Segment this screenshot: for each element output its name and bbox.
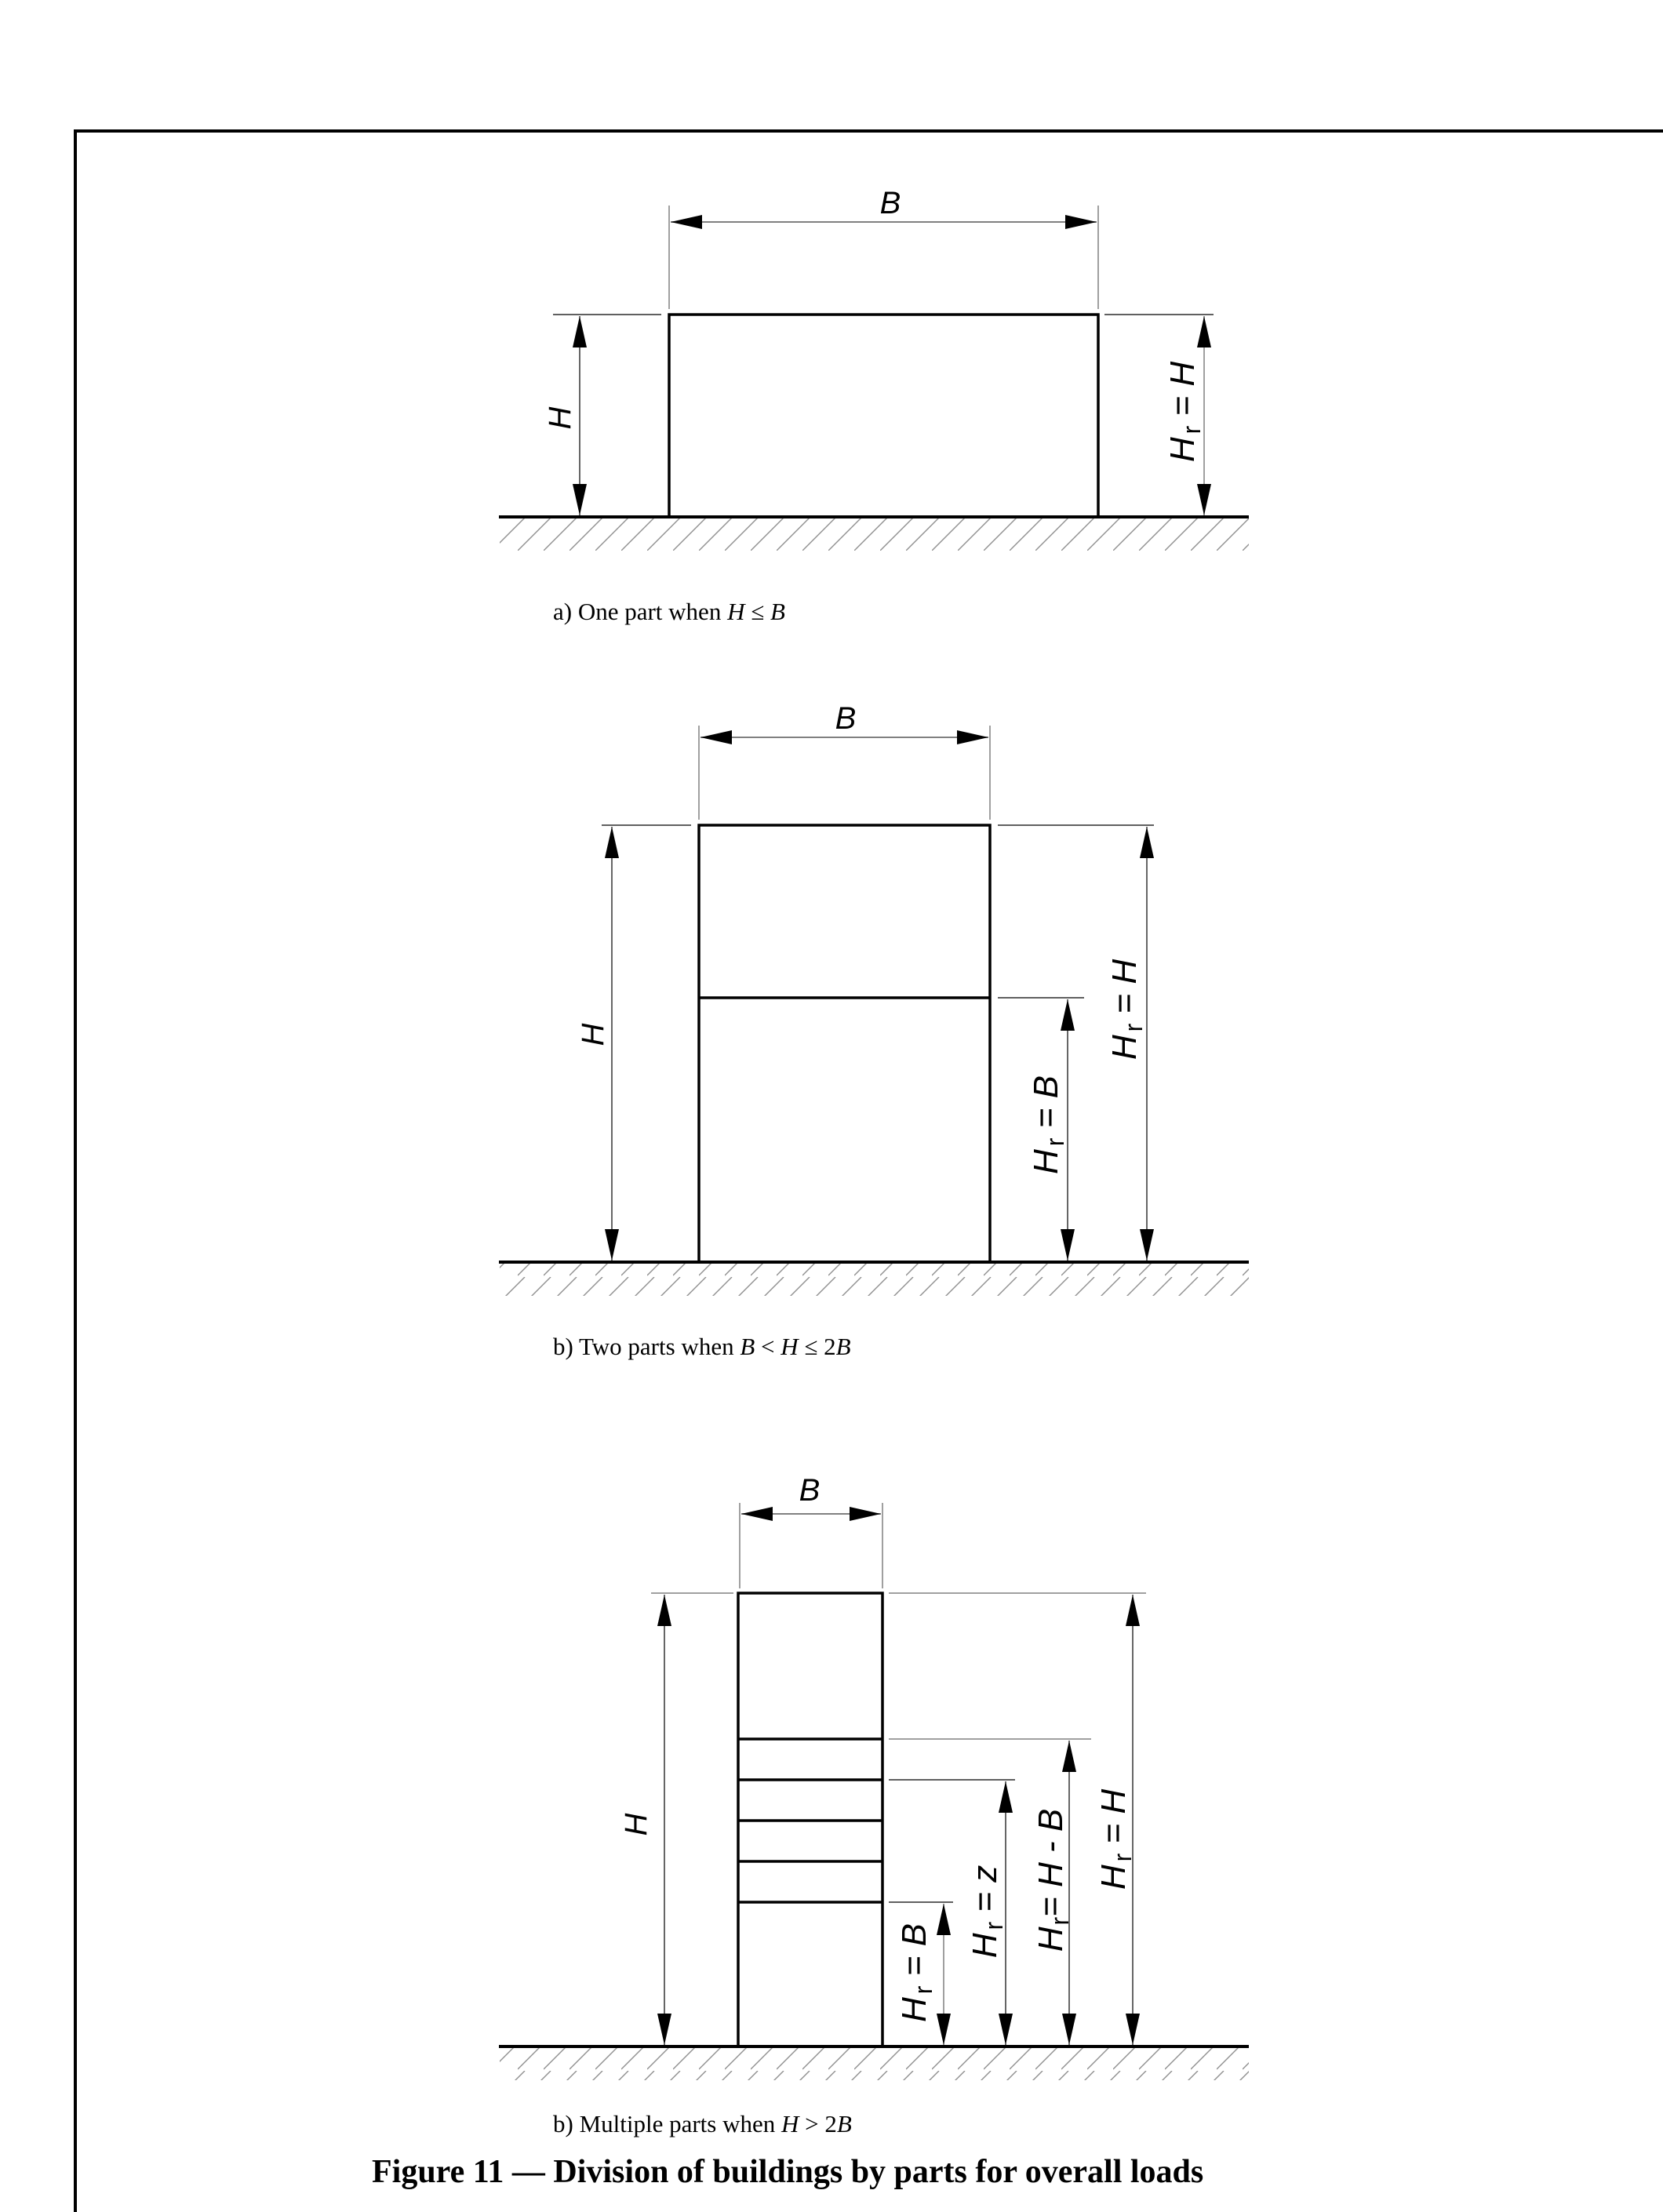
caption-panel-a bbox=[553, 599, 785, 624]
caption-panel-b bbox=[553, 1334, 851, 1359]
panel-c bbox=[499, 1473, 1249, 2080]
caption-text: a) One part when bbox=[553, 598, 728, 625]
building-outline bbox=[699, 825, 990, 1262]
caption-text: b) Two parts when bbox=[553, 1333, 741, 1360]
math-op: ≤ bbox=[744, 598, 770, 625]
math-op: ≤ 2 bbox=[798, 1333, 836, 1360]
ground-hatch bbox=[500, 518, 1249, 551]
ground-hatch bbox=[500, 2047, 1249, 2080]
reference-height-label-upper: Hr = H bbox=[1105, 959, 1148, 1061]
caption-text: b) Multiple parts when bbox=[553, 2110, 782, 2137]
panel-b bbox=[499, 701, 1249, 1296]
height-label: H bbox=[543, 406, 577, 430]
math-var: H bbox=[727, 598, 745, 625]
width-label: B bbox=[835, 701, 857, 736]
math-var: H bbox=[781, 2110, 799, 2137]
reference-height-label-4: Hr = H bbox=[1094, 1788, 1137, 1890]
ground-hatch bbox=[500, 1263, 1249, 1296]
caption-panel-c bbox=[553, 2112, 852, 2136]
reference-height-label-1: Hr = B bbox=[895, 1923, 937, 2022]
math-op: < bbox=[755, 1333, 781, 1360]
math-var: H bbox=[781, 1333, 799, 1360]
figure-title: Figure 11 — Division of buildings by parts for overall loads bbox=[372, 2154, 1204, 2190]
panel-a bbox=[499, 186, 1249, 551]
reference-height-label-3: Hr= H - B bbox=[1032, 1808, 1074, 1952]
math-var: B bbox=[835, 1333, 851, 1360]
reference-height-label: Hr = H bbox=[1163, 361, 1206, 463]
math-op: > 2 bbox=[799, 2110, 837, 2137]
math-var: B bbox=[836, 2110, 852, 2137]
reference-height-label-lower: Hr = B bbox=[1027, 1075, 1069, 1174]
math-var: B bbox=[740, 1333, 755, 1360]
reference-height-label-2: Hr = z bbox=[966, 1865, 1008, 1959]
math-var: B bbox=[770, 598, 785, 625]
height-label: H bbox=[576, 1023, 610, 1046]
width-label: B bbox=[799, 1473, 821, 1508]
height-label: H bbox=[619, 1813, 653, 1836]
width-label: B bbox=[879, 186, 901, 220]
building-outline bbox=[669, 315, 1098, 517]
